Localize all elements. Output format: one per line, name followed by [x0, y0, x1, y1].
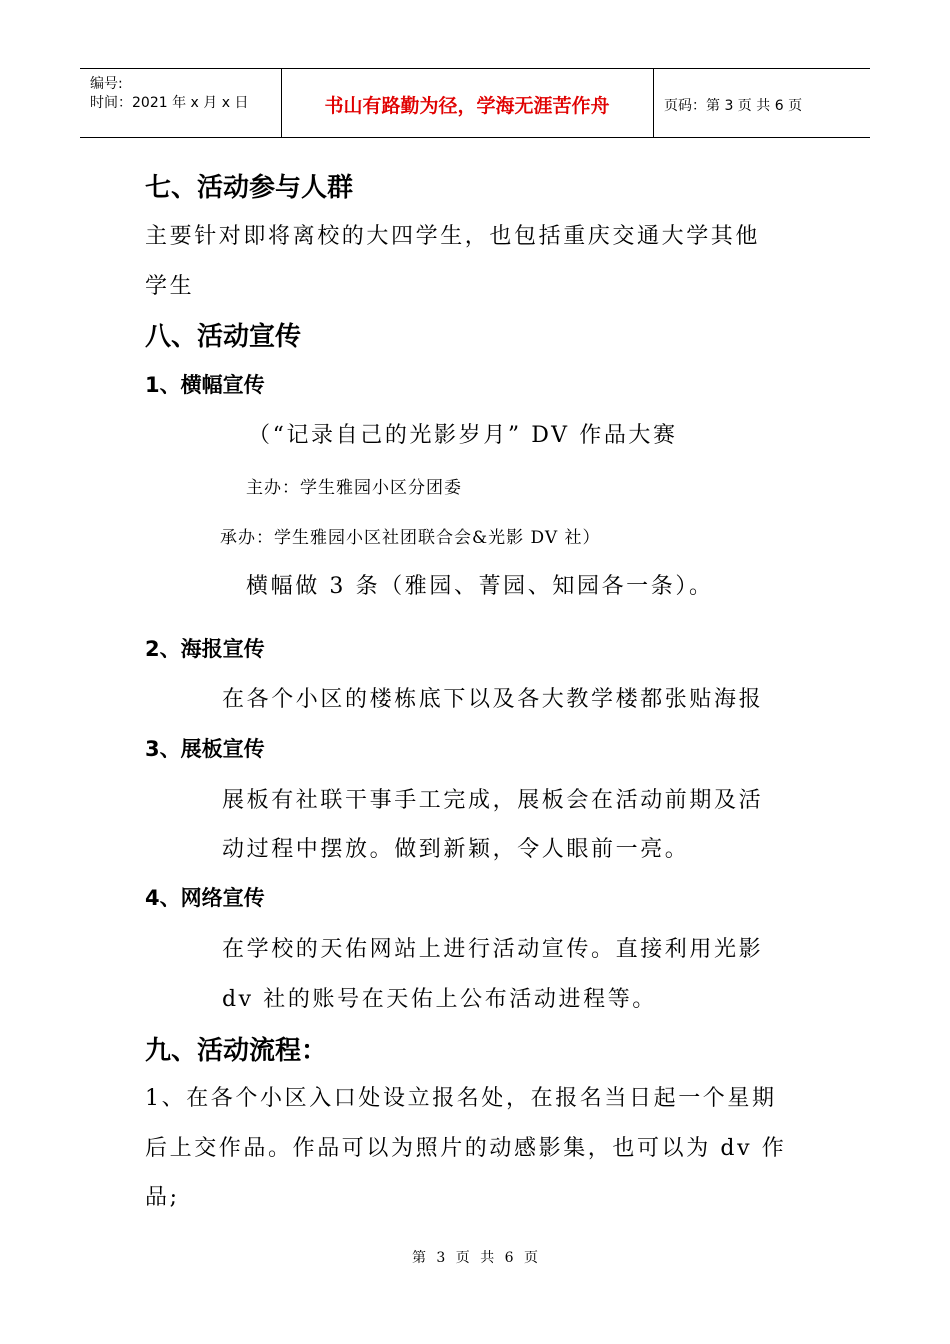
- paragraph-line: 1、在各个小区入口处设立报名处，在报名当日起一个星期: [145, 1086, 777, 1111]
- document-time-label: 时间：2021 年 x 月 x 日: [90, 95, 249, 111]
- banner-organizer-line: 承办：学生雅园小区社团联合会&光影 DV 社）: [220, 528, 601, 548]
- paragraph-line: 在各个小区的楼栋底下以及各大教学楼都张贴海报: [222, 687, 764, 712]
- paragraph-line: 在学校的天佑网站上进行活动宣传。直接利用光影: [222, 937, 764, 962]
- section-title-nine: 九、活动流程：: [145, 1036, 328, 1066]
- header-divider: [281, 69, 282, 137]
- section-title-seven: 七、活动参与人群: [145, 173, 354, 203]
- subsection-title-online: 4、网络宣传: [145, 886, 265, 910]
- subsection-title-poster: 2、海报宣传: [145, 637, 265, 661]
- paragraph-line: 学生: [145, 274, 195, 299]
- header-left-cell: [90, 75, 248, 113]
- paragraph-line: dv 社的账号在天佑上公布活动进程等。: [222, 987, 657, 1012]
- banner-text-line: （“记录自己的光影岁月” DV 作品大赛: [248, 423, 678, 448]
- banner-count-line: 横幅做 3 条（雅园、菁园、知园各一条）。: [246, 574, 714, 599]
- page-header-table: [80, 68, 870, 138]
- subsection-title-display-board: 3、展板宣传: [145, 737, 265, 761]
- banner-host-line: 主办：学生雅园小区分团委: [246, 478, 462, 498]
- paragraph-line: 后上交作品。作品可以为照片的动感影集，也可以为 dv 作: [145, 1136, 787, 1161]
- section-title-eight: 八、活动宣传: [145, 322, 302, 352]
- paragraph-line: 展板有社联干事手工完成，展板会在活动前期及活: [222, 788, 764, 813]
- paragraph-line: 主要针对即将离校的大四学生，也包括重庆交通大学其他: [145, 224, 761, 249]
- paragraph-line: 品;: [145, 1185, 180, 1210]
- header-divider: [653, 69, 654, 137]
- header-motto: 书山有路勤为径，学海无涯苦作舟: [324, 95, 610, 117]
- page-footer: 第 3 页 共 6 页: [411, 1250, 539, 1266]
- document-number-label: 编号:: [90, 76, 123, 92]
- paragraph-line: 动过程中摆放。做到新颖，令人眼前一亮。: [222, 837, 690, 862]
- header-page-info: 页码：第 3 页 共 6 页: [664, 98, 803, 114]
- subsection-title-banner: 1、横幅宣传: [145, 373, 265, 397]
